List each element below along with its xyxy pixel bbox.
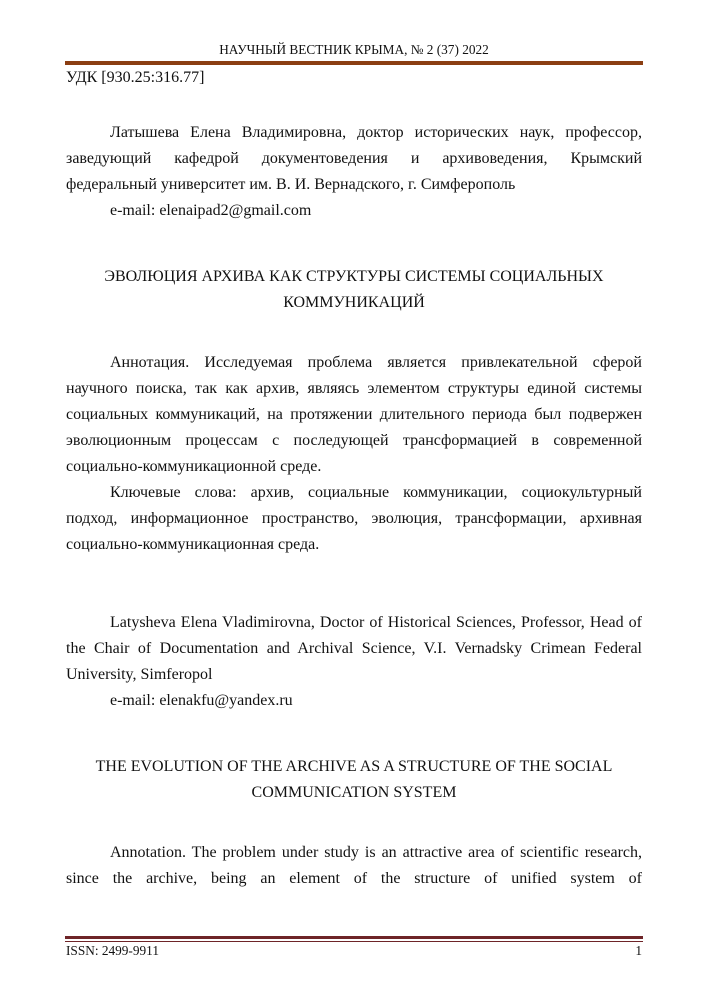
- footer-rule-thick: [65, 936, 643, 939]
- article-title-ru: [66, 264, 642, 316]
- author-affiliation-en: Latysheva Elena Vladimirovna, Doctor of Historical Sciences, Professor, Head of the Chair of Documentation and Archival Science, V.I. Vernadsky Crimean Federal University, Simferopol: [66, 614, 642, 683]
- title-ru-line2: КОММУНИКАЦИЙ: [283, 294, 425, 311]
- author-block-en: [66, 610, 642, 714]
- page-number: 1: [635, 943, 642, 958]
- issn-label: ISSN: 2499-9911: [66, 943, 159, 958]
- abstract-block-en: [66, 840, 642, 892]
- author-block-ru: [66, 120, 642, 224]
- header-rule: [65, 61, 643, 65]
- author-affiliation-ru: Латышева Елена Владимировна, доктор исторических наук, профессор, заведующий кафедрой документоведения и архивоведения, Крымский федеральный университет им. В. И. Вернадского, г. Симферополь: [66, 124, 642, 193]
- abstract-block-ru: [66, 350, 642, 558]
- udc-code: УДК [930.25:316.77]: [66, 69, 205, 86]
- article-title-en: [66, 754, 642, 806]
- author-email-ru: e-mail: elenaipad2@gmail.com: [110, 202, 312, 219]
- abstract-en: Annotation. The problem under study is an attractive area of scientific research, since the archive, being an element of the structure of unified system of: [66, 844, 642, 887]
- running-header: НАУЧНЫЙ ВЕСТНИК КРЫМА, № 2 (37) 2022: [219, 42, 489, 57]
- footer-rule-thin: [65, 941, 643, 942]
- keywords-ru: Ключевые слова: архив, социальные коммуникации, социокультурный подход, информационное пространство, эволюция, трансформации, архивная социально-коммуникационная среда.: [66, 484, 642, 553]
- abstract-ru: Аннотация. Исследуемая проблема является привлекательной сферой научного поиска, так как архив, являясь элементом структуры единой системы социальных коммуникаций, на протяжении длительного периода был подвержен эволюционным процессам с последующей трансформацией в современной социально-коммуникационной среде.: [66, 354, 642, 475]
- title-en-line2: COMMUNICATION SYSTEM: [251, 784, 457, 801]
- title-en-line1: THE EVOLUTION OF THE ARCHIVE AS A STRUCTURE OF THE SOCIAL: [95, 758, 613, 775]
- author-email-en: e-mail: elenakfu@yandex.ru: [110, 692, 293, 709]
- title-ru-line1: ЭВОЛЮЦИЯ АРХИВА КАК СТРУКТУРЫ СИСТЕМЫ СОЦИАЛЬНЫХ: [104, 268, 604, 285]
